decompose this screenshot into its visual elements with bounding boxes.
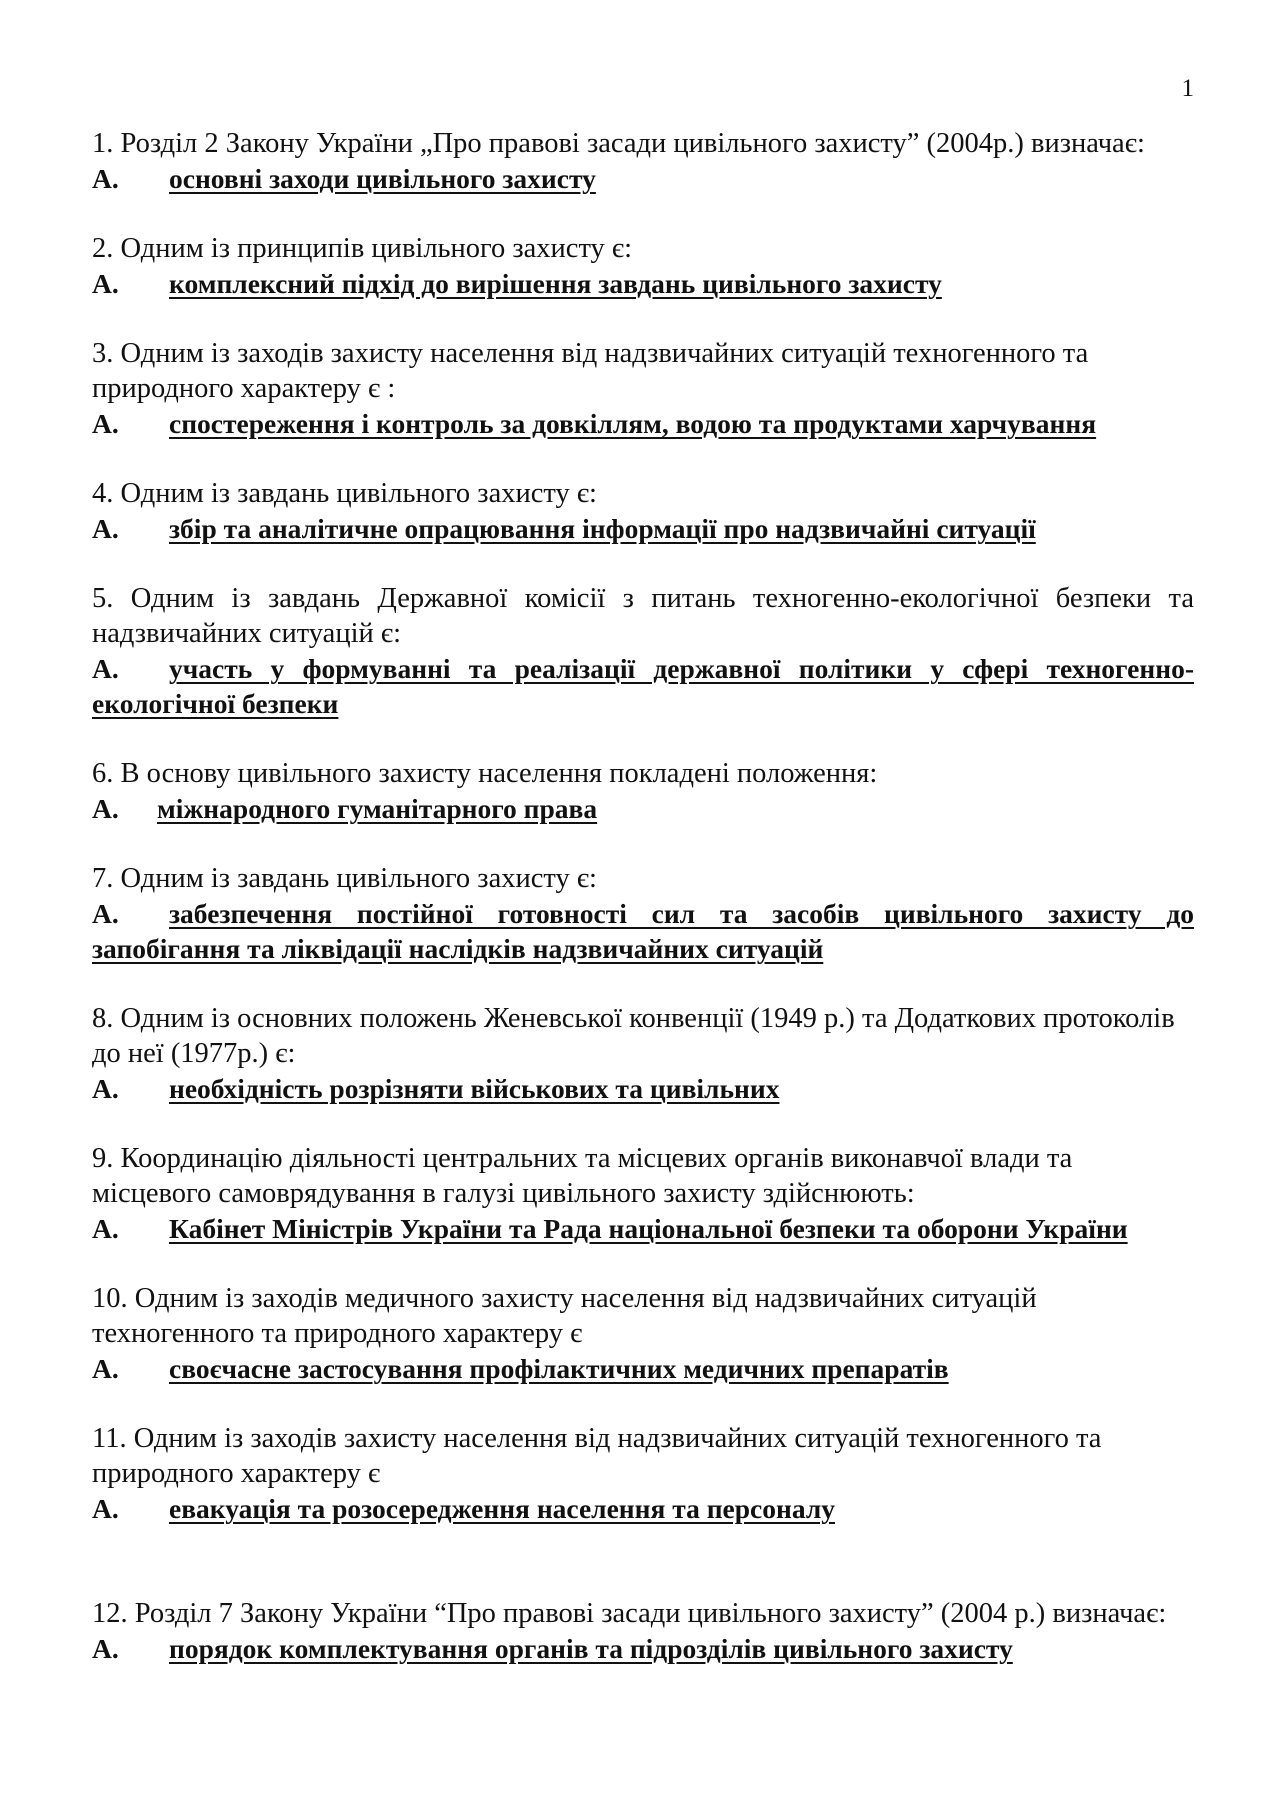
question-text: 2. Одним із принципів цивільного захисту є: [92,233,633,264]
answer-letter: А. [92,793,119,824]
answer-line [92,1351,1194,1386]
question-item-8 [92,1001,1194,1106]
question-text: 4. Одним із завдань цивільного захисту є: [92,478,597,509]
question-item-12 [92,1596,1194,1666]
question-item-9 [92,1141,1194,1246]
question-item-7 [92,861,1194,966]
answer-line [92,1071,1194,1106]
answer-text: необхідність розрізняти військових та цивільних [169,1073,780,1104]
answer-text: Кабінет Міністрів України та Рада національної безпеки та оборони України [169,1213,1128,1244]
question-item-6 [92,756,1194,826]
question-item-1 [92,126,1194,196]
answer-line [92,1631,1194,1666]
answer-text: збір та аналітичне опрацювання інформації про надзвичайні ситуації [169,513,1036,544]
answer-text: порядок комплектування органів та підрозділів цивільного захисту [169,1633,1013,1664]
question-text: 11. Одним із заходів захисту населення від надзвичайних ситуацій техногенного та природного характеру є [92,1423,1102,1489]
question-text: 5. Одним із завдань Державної комісії з питань техногенно-екологічної безпеки та надзвичайних ситуацій є: [92,583,1194,649]
question-list [92,126,1194,1666]
answer-line [92,266,1194,301]
answer-letter: А. [92,1213,119,1244]
question-text: 7. Одним із завдань цивільного захисту є: [92,863,597,894]
answer-text: спостереження і контроль за довкіллям, водою та продуктами харчування [169,408,1097,439]
answer-letter: А. [92,1493,119,1524]
answer-text: своєчасне застосування профілактичних медичних препаратів [169,1353,949,1384]
answer-line [92,896,1194,966]
question-text: 12. Розділ 7 Закону України “Про правові засади цивільного захисту” (2004 р.) визначає: [92,1598,1167,1629]
answer-line [92,791,1194,826]
answer-text: участь у формуванні та реалізації державної політики у сфері техногенно-екологічної безпеки [92,653,1194,719]
answer-line [92,1491,1194,1526]
page-number: 1 [1181,75,1194,102]
answer-line [92,651,1194,721]
answer-letter: А. [92,408,119,439]
question-item-2 [92,231,1194,301]
question-text: 3. Одним із заходів захисту населення від надзвичайних ситуацій техногенного та природного характеру є : [92,338,1089,404]
answer-letter: А. [92,898,119,929]
answer-line [92,1211,1194,1246]
answer-text: комплексний підхід до вирішення завдань цивільного захисту [169,268,942,299]
question-item-11 [92,1421,1194,1526]
answer-letter: А. [92,1353,119,1384]
answer-letter: А. [92,653,119,684]
question-text: 1. Розділ 2 Закону України „Про правові засади цивільного захисту” (2004р.) визначає: [92,128,1145,159]
answer-line [92,406,1194,441]
answer-letter: А. [92,1633,119,1664]
question-text: 8. Одним із основних положень Женевської конвенції (1949 р.) та Додаткових протоколів до неї (1977р.) є: [92,1003,1175,1069]
question-item-10 [92,1281,1194,1386]
answer-letter: А. [92,1073,119,1104]
question-text: 10. Одним із заходів медичного захисту населення від надзвичайних ситуацій техногенного та природного характеру є [92,1283,1037,1349]
question-text: 9. Координацію діяльності центральних та місцевих органів виконавчої влади та місцевого самоврядування в галузі цивільного захисту здійснюють: [92,1143,1073,1209]
answer-text: основні заходи цивільного захисту [169,163,596,194]
answer-letter: А. [92,163,119,194]
answer-text: евакуація та розосередження населення та персоналу [169,1493,836,1524]
question-item-3 [92,336,1194,441]
question-item-4 [92,476,1194,546]
question-item-5 [92,581,1194,721]
answer-text: забезпечення постійної готовності сил та засобів цивільного захисту до запобігання та ліквідації наслідків надзвичайних ситуацій [92,898,1194,964]
question-text: 6. В основу цивільного захисту населення покладені положення: [92,758,878,789]
answer-line [92,511,1194,546]
answer-text: міжнародного гуманітарного права [157,793,598,824]
answer-letter: А. [92,268,119,299]
answer-line [92,161,1194,196]
answer-letter: А. [92,513,119,544]
